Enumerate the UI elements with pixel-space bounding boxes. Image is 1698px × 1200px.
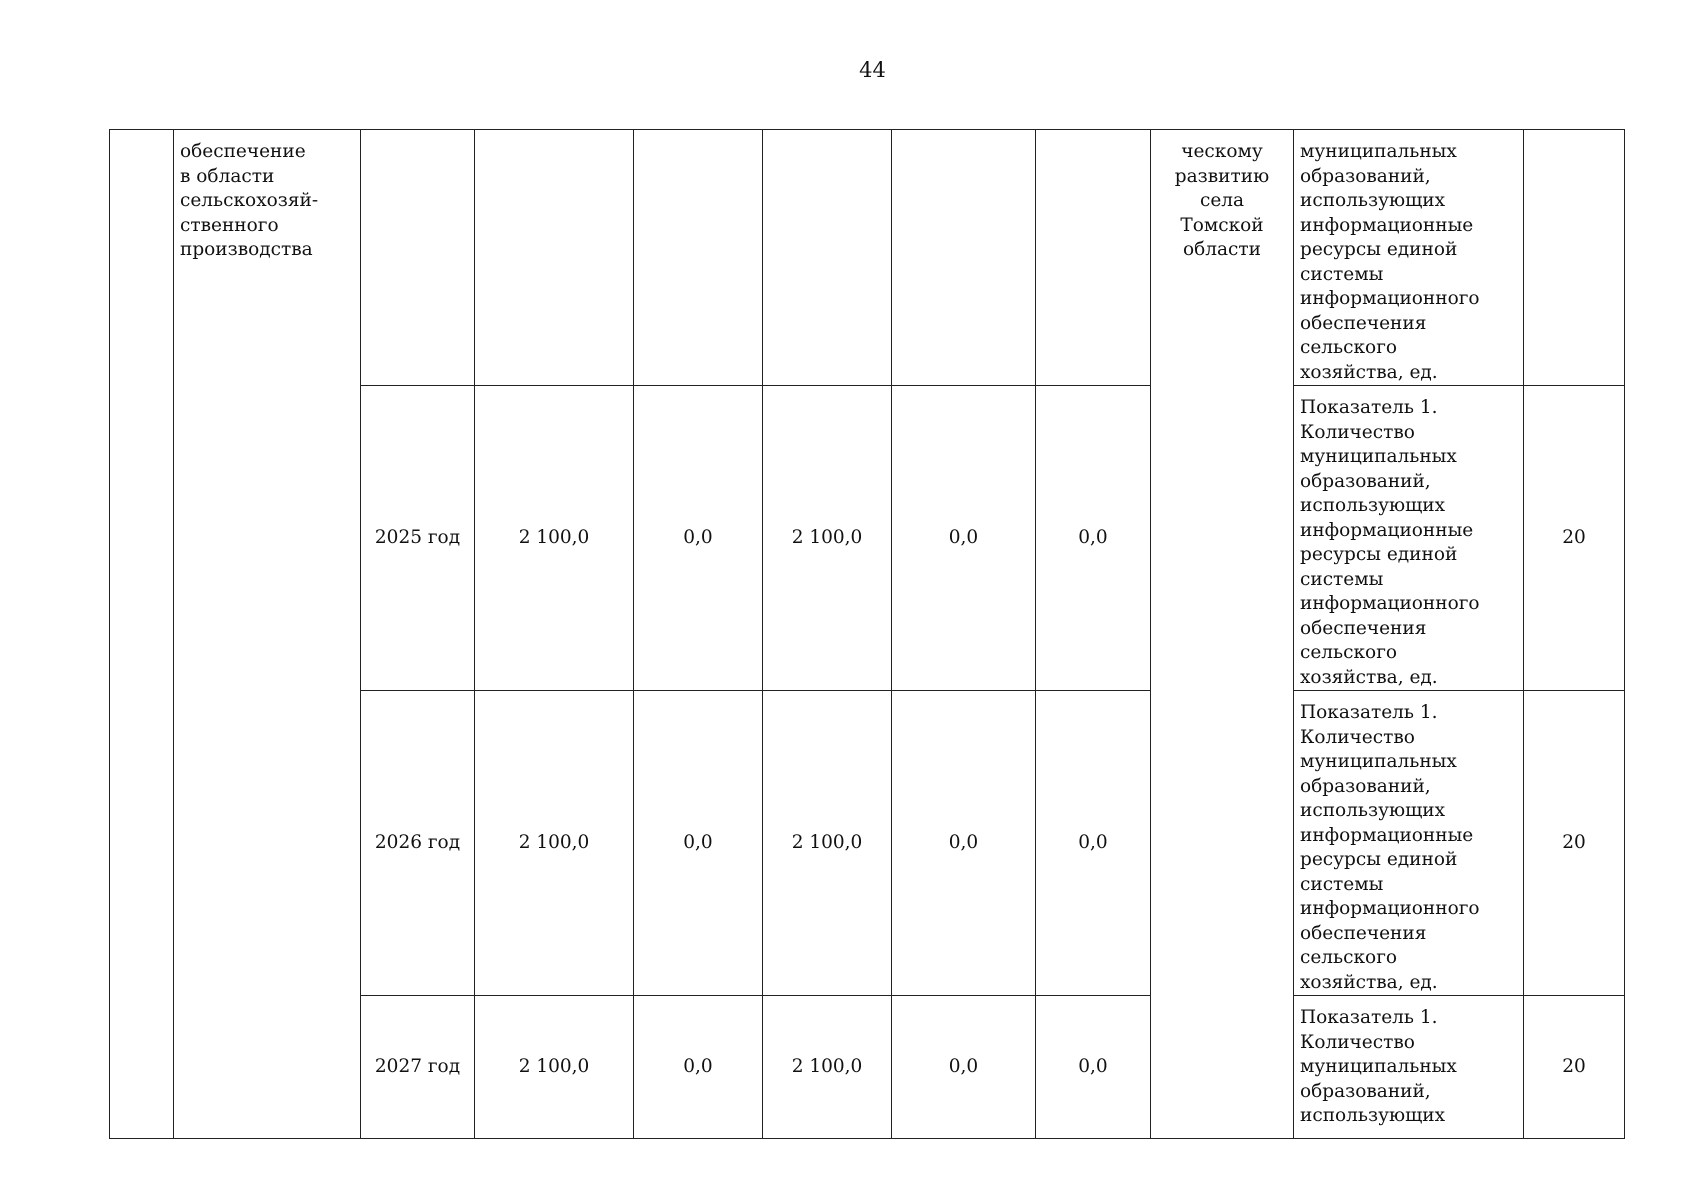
federal-budget-cell: 0,0 [634,386,763,691]
responsible-text: ческому развитию села Томской области [1174,141,1270,260]
total-cell: 2 100,0 [475,996,634,1139]
indicator-cell [1294,130,1524,386]
other-sources-cell: 0,0 [1036,691,1151,996]
page-number: 44 [859,58,886,82]
federal-budget-cell: 0,0 [634,996,763,1139]
total-cell: 2 100,0 [475,691,634,996]
indicator-value-cell: 20 [1524,996,1625,1139]
number-cell [110,130,174,1139]
indicator-text: Показатель 1. Количество муниципальных образований, использующих информационные ресурсы единой системы информационного обеспечения сельского хозяйства, ед. [1300,397,1480,688]
indicator-text: Показатель 1. Количество муниципальных образований, использующих информационные ресурсы единой системы информационного обеспечения сельского хозяйства, ед. [1300,702,1480,993]
other-sources-cell: 0,0 [1036,386,1151,691]
table-row [110,130,1625,386]
indicator-cell [1294,996,1524,1139]
local-budget-cell: 0,0 [892,386,1036,691]
year-cell: 2027 год [361,996,475,1139]
indicator-value-cell: 20 [1524,691,1625,996]
other-sources-cell: 0,0 [1036,996,1151,1139]
responsible-cell [1151,130,1294,1139]
federal-budget-cell: 0,0 [634,691,763,996]
regional-budget-cell: 2 100,0 [763,996,892,1139]
event-name-cell [174,130,361,1139]
regional-budget-cell: 2 100,0 [763,386,892,691]
total-cell: 2 100,0 [475,386,634,691]
other-sources-cell [1036,130,1151,386]
year-cell: 2026 год [361,691,475,996]
indicator-cell [1294,691,1524,996]
indicator-text: муниципальных образований, использующих информационные ресурсы единой системы информационного обеспечения сельского хозяйства, ед. [1300,141,1480,383]
federal-budget-cell [634,130,763,386]
regional-budget-cell [763,130,892,386]
program-table [109,129,1625,1139]
total-cell [475,130,634,386]
indicator-text: Показатель 1. Количество муниципальных образований, использующих [1300,1007,1457,1126]
local-budget-cell [892,130,1036,386]
indicator-value-cell [1524,130,1625,386]
event-name-text: обеспечение в области сельскохозяй- ственного производства [180,141,319,260]
indicator-value-cell: 20 [1524,386,1625,691]
year-cell [361,130,475,386]
year-cell: 2025 год [361,386,475,691]
local-budget-cell: 0,0 [892,691,1036,996]
local-budget-cell: 0,0 [892,996,1036,1139]
regional-budget-cell: 2 100,0 [763,691,892,996]
indicator-cell [1294,386,1524,691]
